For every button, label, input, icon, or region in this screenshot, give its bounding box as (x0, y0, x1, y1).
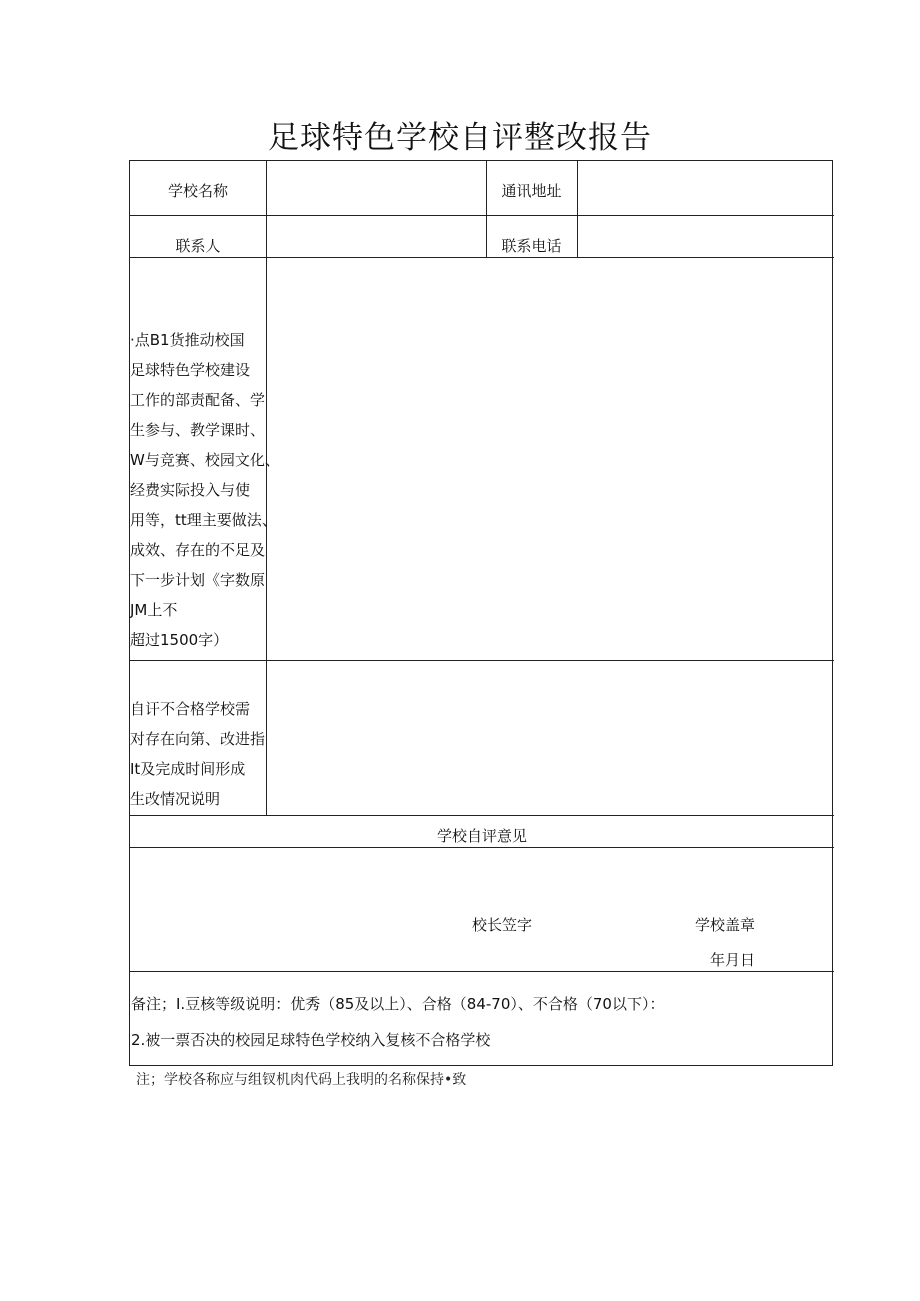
work-description-field[interactable] (267, 258, 833, 659)
row-divider (130, 815, 834, 816)
work-description-line: 经费实际投入与使 (130, 481, 251, 499)
work-description-label (130, 325, 280, 655)
principal-signature-label: 校长笠字 (472, 916, 533, 934)
work-description-line: 用等，tt理主要做法、 (130, 511, 277, 529)
remarks-line-1: 备注；I.豆核等级说明：优秀（85及以上）、合格（84-70）、不合格（70以下）： (131, 995, 665, 1013)
contact-person-label: 联系人 (175, 237, 221, 255)
contact-phone-label: 联系电话 (501, 237, 562, 255)
address-label: 通讯地址 (501, 182, 562, 200)
rectification-label (130, 694, 265, 814)
address-field[interactable] (578, 180, 833, 200)
school-seal-label: 学校盖章 (695, 916, 756, 934)
rectification-line: 对存在向第、改进指 (130, 730, 266, 748)
rectification-line: It及完成时间形成 (130, 760, 246, 778)
work-description-line: 生参与、教学课时、 (130, 421, 266, 439)
school-name-field[interactable] (267, 180, 485, 200)
report-form-table (129, 160, 833, 1066)
work-description-line: 下一步计划《字数原 (130, 571, 266, 589)
rectification-field[interactable] (267, 661, 833, 814)
work-description-line: W与竞赛、校园文化、 (130, 451, 280, 469)
rectification-line: 生改情况说明 (130, 790, 221, 808)
school-name-label: 学校名称 (167, 182, 228, 200)
row-divider (130, 215, 834, 216)
work-description-line: 工作的部责配备、学 (130, 391, 266, 409)
self-evaluation-header: 学校自评意见 (436, 827, 527, 845)
work-description-line: 成效、存在的不足及 (130, 541, 266, 559)
contact-person-field[interactable] (267, 235, 485, 255)
footnote: 注；学校各称应与组钗机肉代码上我明的名称保持•致 (136, 1072, 467, 1088)
contact-phone-field[interactable] (578, 235, 833, 255)
row-divider (130, 847, 834, 848)
document-title: 足球特色学校自评整改报告 (268, 120, 652, 156)
remarks-line-2: 2.被一票否决的校园足球特色学校纳入复核不合格学校 (131, 1031, 491, 1049)
work-description-line: ·点B1货推动校国 (130, 331, 245, 349)
work-description-line: JM上不 (130, 601, 178, 619)
date-label: 年月日 (710, 951, 756, 969)
work-description-line: 超过1500字） (130, 631, 229, 649)
row-divider (130, 971, 834, 972)
work-description-line: 足球特色学校建设 (130, 361, 251, 379)
rectification-line: 自讦不合格学校需 (130, 700, 251, 718)
